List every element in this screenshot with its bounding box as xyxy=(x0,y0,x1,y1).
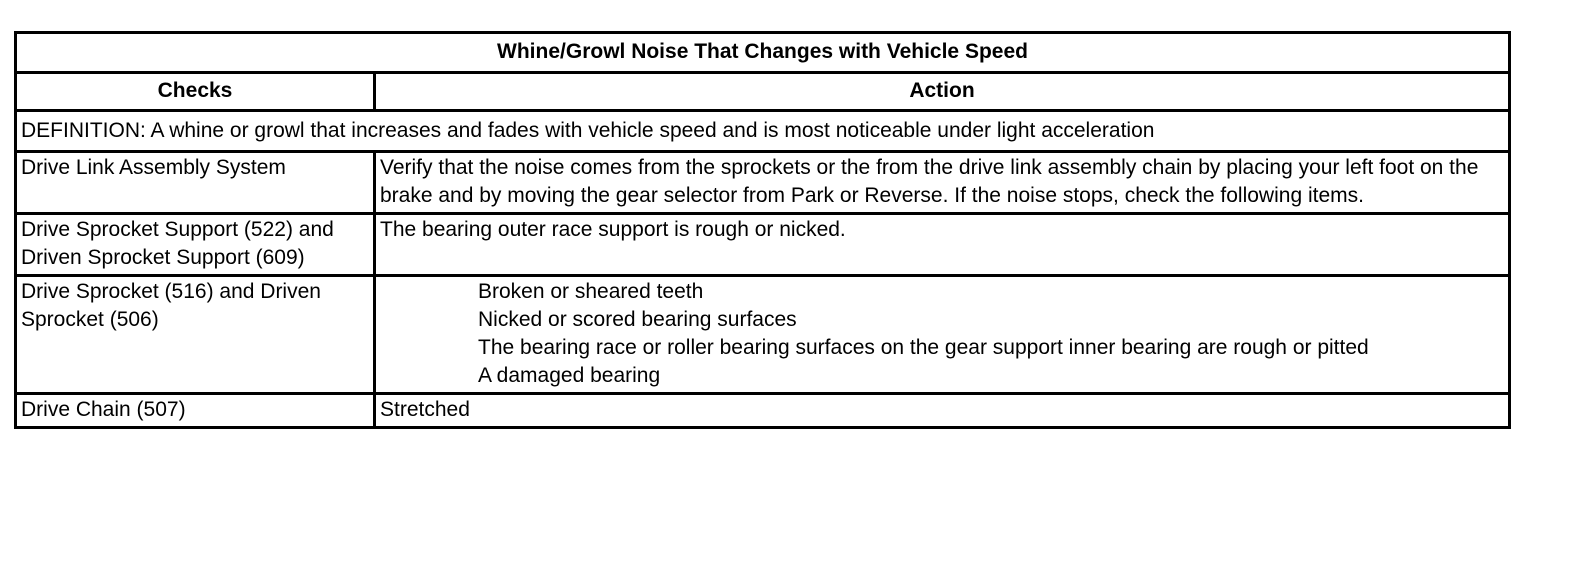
table-row xyxy=(16,276,1510,394)
table-header-row xyxy=(16,73,1510,111)
action-item-list xyxy=(380,278,1504,390)
diagnostic-table xyxy=(14,31,1511,429)
check-cell: Drive Sprocket (516) and Driven Sprocket (506) xyxy=(16,276,375,394)
definition-row xyxy=(16,111,1510,152)
table-row xyxy=(16,214,1510,276)
action-cell: Stretched xyxy=(375,394,1510,428)
list-item: Broken or sheared teeth xyxy=(478,280,704,303)
table-row xyxy=(16,152,1510,214)
action-column-header: Action xyxy=(375,73,1510,111)
check-cell: Drive Sprocket Support (522) and Driven Sprocket Support (609) xyxy=(16,214,375,276)
definition-text: DEFINITION: A whine or growl that increases and fades with vehicle speed and is most noticeable under light acceleration xyxy=(16,111,1510,152)
action-cell: The bearing outer race support is rough or nicked. xyxy=(375,214,1510,276)
action-cell xyxy=(375,276,1510,394)
table-title: Whine/Growl Noise That Changes with Vehicle Speed xyxy=(16,33,1510,73)
checks-column-header: Checks xyxy=(16,73,375,111)
check-cell: Drive Link Assembly System xyxy=(16,152,375,214)
table-title-row xyxy=(16,33,1510,73)
action-cell: Verify that the noise comes from the sprockets or the from the drive link assembly chain by placing your left foot on the brake and by moving the gear selector from Park or Reverse. If the noise stops, check the following items. xyxy=(375,152,1510,214)
list-item: Nicked or scored bearing surfaces xyxy=(478,308,797,331)
list-item: A damaged bearing xyxy=(478,364,661,387)
list-item: The bearing race or roller bearing surfaces on the gear support inner bearing are rough or pitted xyxy=(478,336,1369,359)
check-cell: Drive Chain (507) xyxy=(16,394,375,428)
table-row xyxy=(16,394,1510,428)
